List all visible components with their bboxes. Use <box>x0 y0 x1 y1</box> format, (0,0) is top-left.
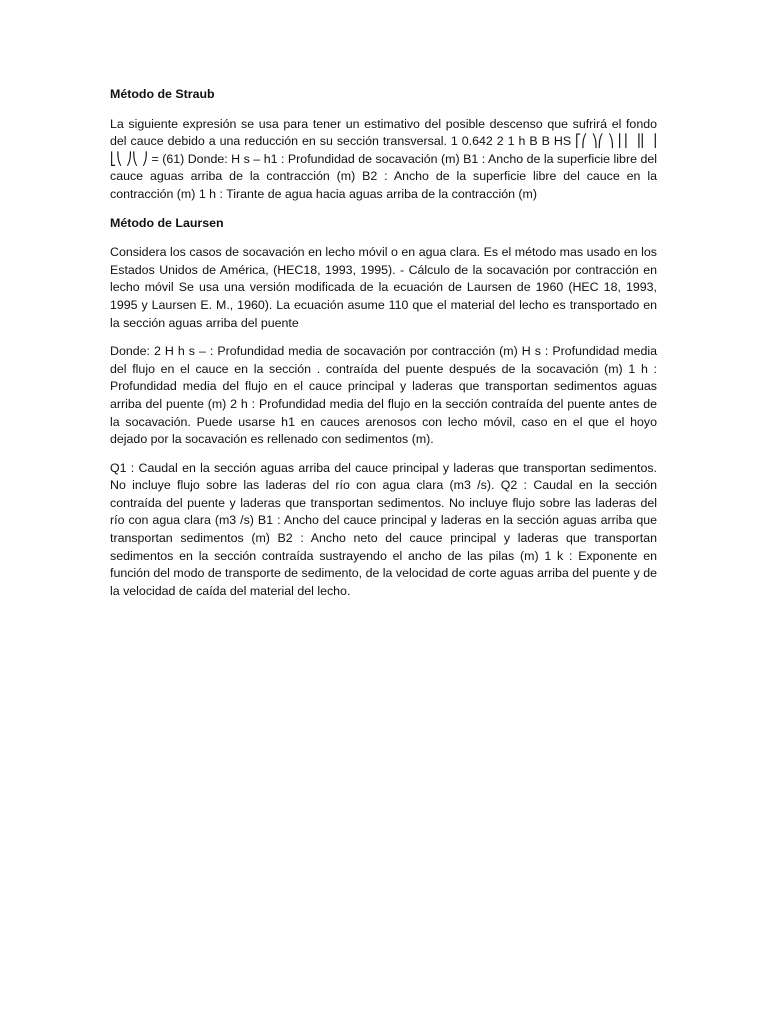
paragraph-straub-description: La siguiente expresión se usa para tener un estimativo del posible descenso que sufrirá el fondo del cauce debido a una reducción en su sección transversal. 1 0.642 2 1 h B B HS ⎡⎛ ⎞⎛ ⎞ ⎢⎜ ⎟⎜ ⎟ ⎣⎝ ⎠⎝ ⎠ = (61) Donde: H s – h1 : Profundidad de socavación (m) B1 : Ancho de la superficie libre del cauce aguas arriba de la contracción (m) B2 : Ancho de la superficie libre del cauce en la contracción (m) 1 h : Tirante de agua hacia aguas arriba de la contracción (m) <box>110 116 657 201</box>
section-heading-laursen: Método de Laursen <box>110 215 224 230</box>
paragraph-laursen-intro: Considera los casos de socavación en lecho móvil o en agua clara. Es el método mas usado en los Estados Unidos de América, (HEC18, 1993, 1995). - Cálculo de la socavación por contracción en lecho móvil Se usa una versión modificada de la ecuación de Laursen de 1960 (HEC 18, 1993, 1995 y Laursen E. M., 1960). La ecuación asume 110 que el material del lecho es transportado en la sección aguas arriba del puente <box>110 245 657 330</box>
paragraph-laursen-flows: Q1 : Caudal en la sección aguas arriba del cauce principal y laderas que transportan sedimentos. No incluye flujo sobre las laderas del río con agua clara (m3 /s). Q2 : Caudal en la sección contraída del puente y laderas que transportan sedimentos. No incluye flujo sobre las laderas del río con agua clara (m3 /s) B1 : Ancho del cauce principal y laderas en la sección aguas arriba que transportan sedimentos (m) B2 : Ancho neto del cauce principal y laderas que transportan sedimentos en la sección contraída sustrayendo el ancho de las pilas (m) 1 k : Exponente en función del modo de transporte de sedimento, de la velocidad de corte aguas arriba del puente y de la velocidad de caída del material del lecho. <box>110 460 657 598</box>
document-page <box>110 86 657 611</box>
paragraph-laursen-variables: Donde: 2 H h s – : Profundidad media de socavación por contracción (m) H s : Profundidad media del flujo en el cauce en la sección . contraída del puente después de la socavación (m) 1 h : Profundidad media del flujo en el cauce principal y laderas que transportan sedimentos aguas arriba del puente (m) 2 h : Profundidad media del flujo en la sección contraída del puente antes de la socavación. Puede usarse h1 en cauces arenosos con lecho móvil, caso en el que el hoyo dejado por la socavación es rellenado con sedimentos (m). <box>110 344 657 447</box>
section-heading-straub: Método de Straub <box>110 87 215 101</box>
